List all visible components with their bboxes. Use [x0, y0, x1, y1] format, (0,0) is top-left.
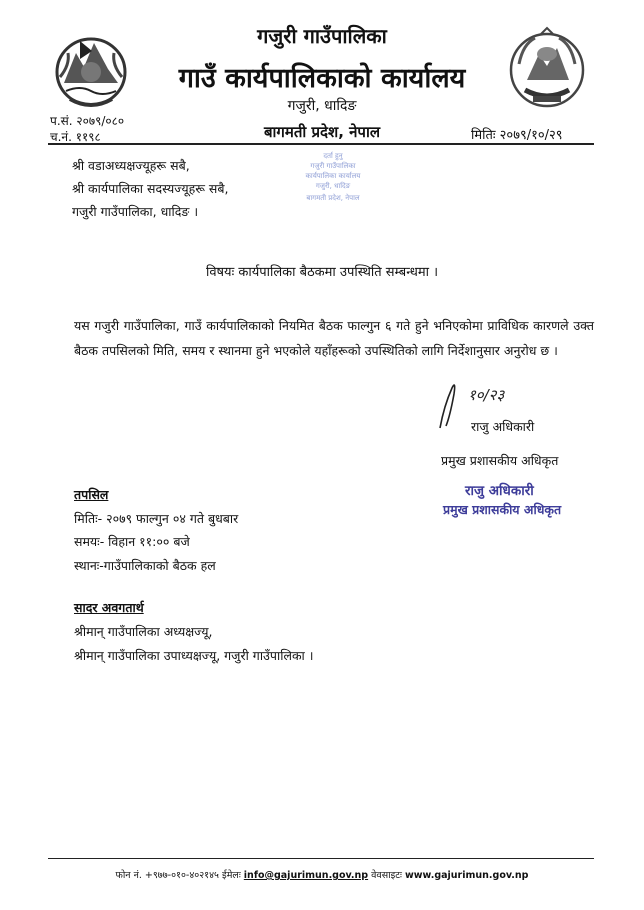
office-name: गाउँ कार्यपालिकाको कार्यालय — [178, 63, 466, 94]
letter-body: यस गजुरी गाउँपालिका, गाउँ कार्यपालिकाको नियमित बैठक फाल्गुन ६ गते हुने भनिएकोमा प्राविधिक कारणले उक्त बैठक तपसिलको मिति, समय र स्थानमा हुने भएकोले यहाँहरूको उपस्थितिको लागि निर्देशानुसार अनुरोध छ । — [74, 318, 594, 358]
signatory-title: प्रमुख प्रशासकीय अधिकृत — [441, 453, 559, 468]
addressee-line: गजुरी गाउँपालिका, धादिङ । — [72, 204, 199, 219]
footer-divider — [48, 858, 594, 859]
footer-web-label: वेवसाइटः — [371, 870, 402, 881]
details-heading: तपसिल — [74, 487, 109, 502]
footer-email-link[interactable]: info@gajurimun.gov.np — [243, 870, 369, 881]
registration-stamp — [298, 148, 368, 212]
handwritten-date: १०/२३ — [468, 386, 505, 404]
footer-contact — [0, 868, 644, 881]
meeting-place: स्थानः-गाउँपालिकाको बैठक हल — [74, 558, 216, 573]
footer-website-link[interactable]: www.gajurimun.gov.np — [405, 870, 529, 881]
footer-phone: फोन नं. +९७७-०१०-४०२१४५ — [115, 870, 220, 881]
addressee-line: श्री कार्यपालिका सदस्यज्यूहरू सबै, — [72, 181, 229, 196]
province-country: बागमती प्रदेश, नेपाल — [263, 123, 381, 141]
stamp-text: गजुरी गाउँपालिका — [310, 162, 356, 170]
seal-name: राजु अधिकारी — [465, 483, 534, 499]
stamp-text: कार्यपालिका कार्यालय — [305, 172, 361, 180]
meeting-time: समयः- विहान ११:०० बजे — [74, 534, 190, 549]
signatory-name: राजु अधिकारी — [471, 419, 535, 434]
cc-recipient: श्रीमान् गाउँपालिका अध्यक्षज्यू, — [74, 624, 213, 639]
fiscal-year-ref: प.सं. २०७९/०८० — [50, 114, 125, 128]
stamp-text: दर्ता हुनु — [323, 152, 343, 160]
stamp-text: गजुरी, धादिङ — [315, 182, 351, 190]
cc-heading: सादर अवगतार्थ — [74, 600, 144, 615]
meeting-date: मितिः- २०७९ फाल्गुन ०४ गते बुधबार — [74, 511, 239, 526]
municipality-name: गजुरी गाउँपालिका — [257, 24, 387, 48]
addressee-line: श्री वडाअध्यक्षज्यूहरू सबै, — [72, 158, 190, 173]
office-location: गजुरी, धादिङ — [287, 98, 357, 114]
footer-email-label: ईमेलः — [222, 870, 241, 881]
header-divider — [48, 143, 594, 145]
letter-subject: विषयः कार्यपालिका बैठकमा उपस्थिति सम्बन्धमा । — [205, 265, 439, 280]
cc-recipient: श्रीमान् गाउँपालिका उपाध्यक्षज्यू, गजुरी गाउँपालिका । — [74, 648, 314, 663]
seal-title: प्रमुख प्रशासकीय अधिकृत — [443, 502, 562, 517]
stamp-text: बागमती प्रदेश, नेपाल — [306, 194, 360, 202]
dispatch-number: च.नं. ११९८ — [50, 130, 101, 144]
letter-date: मितिः २०७९/१०/२९ — [471, 128, 563, 143]
